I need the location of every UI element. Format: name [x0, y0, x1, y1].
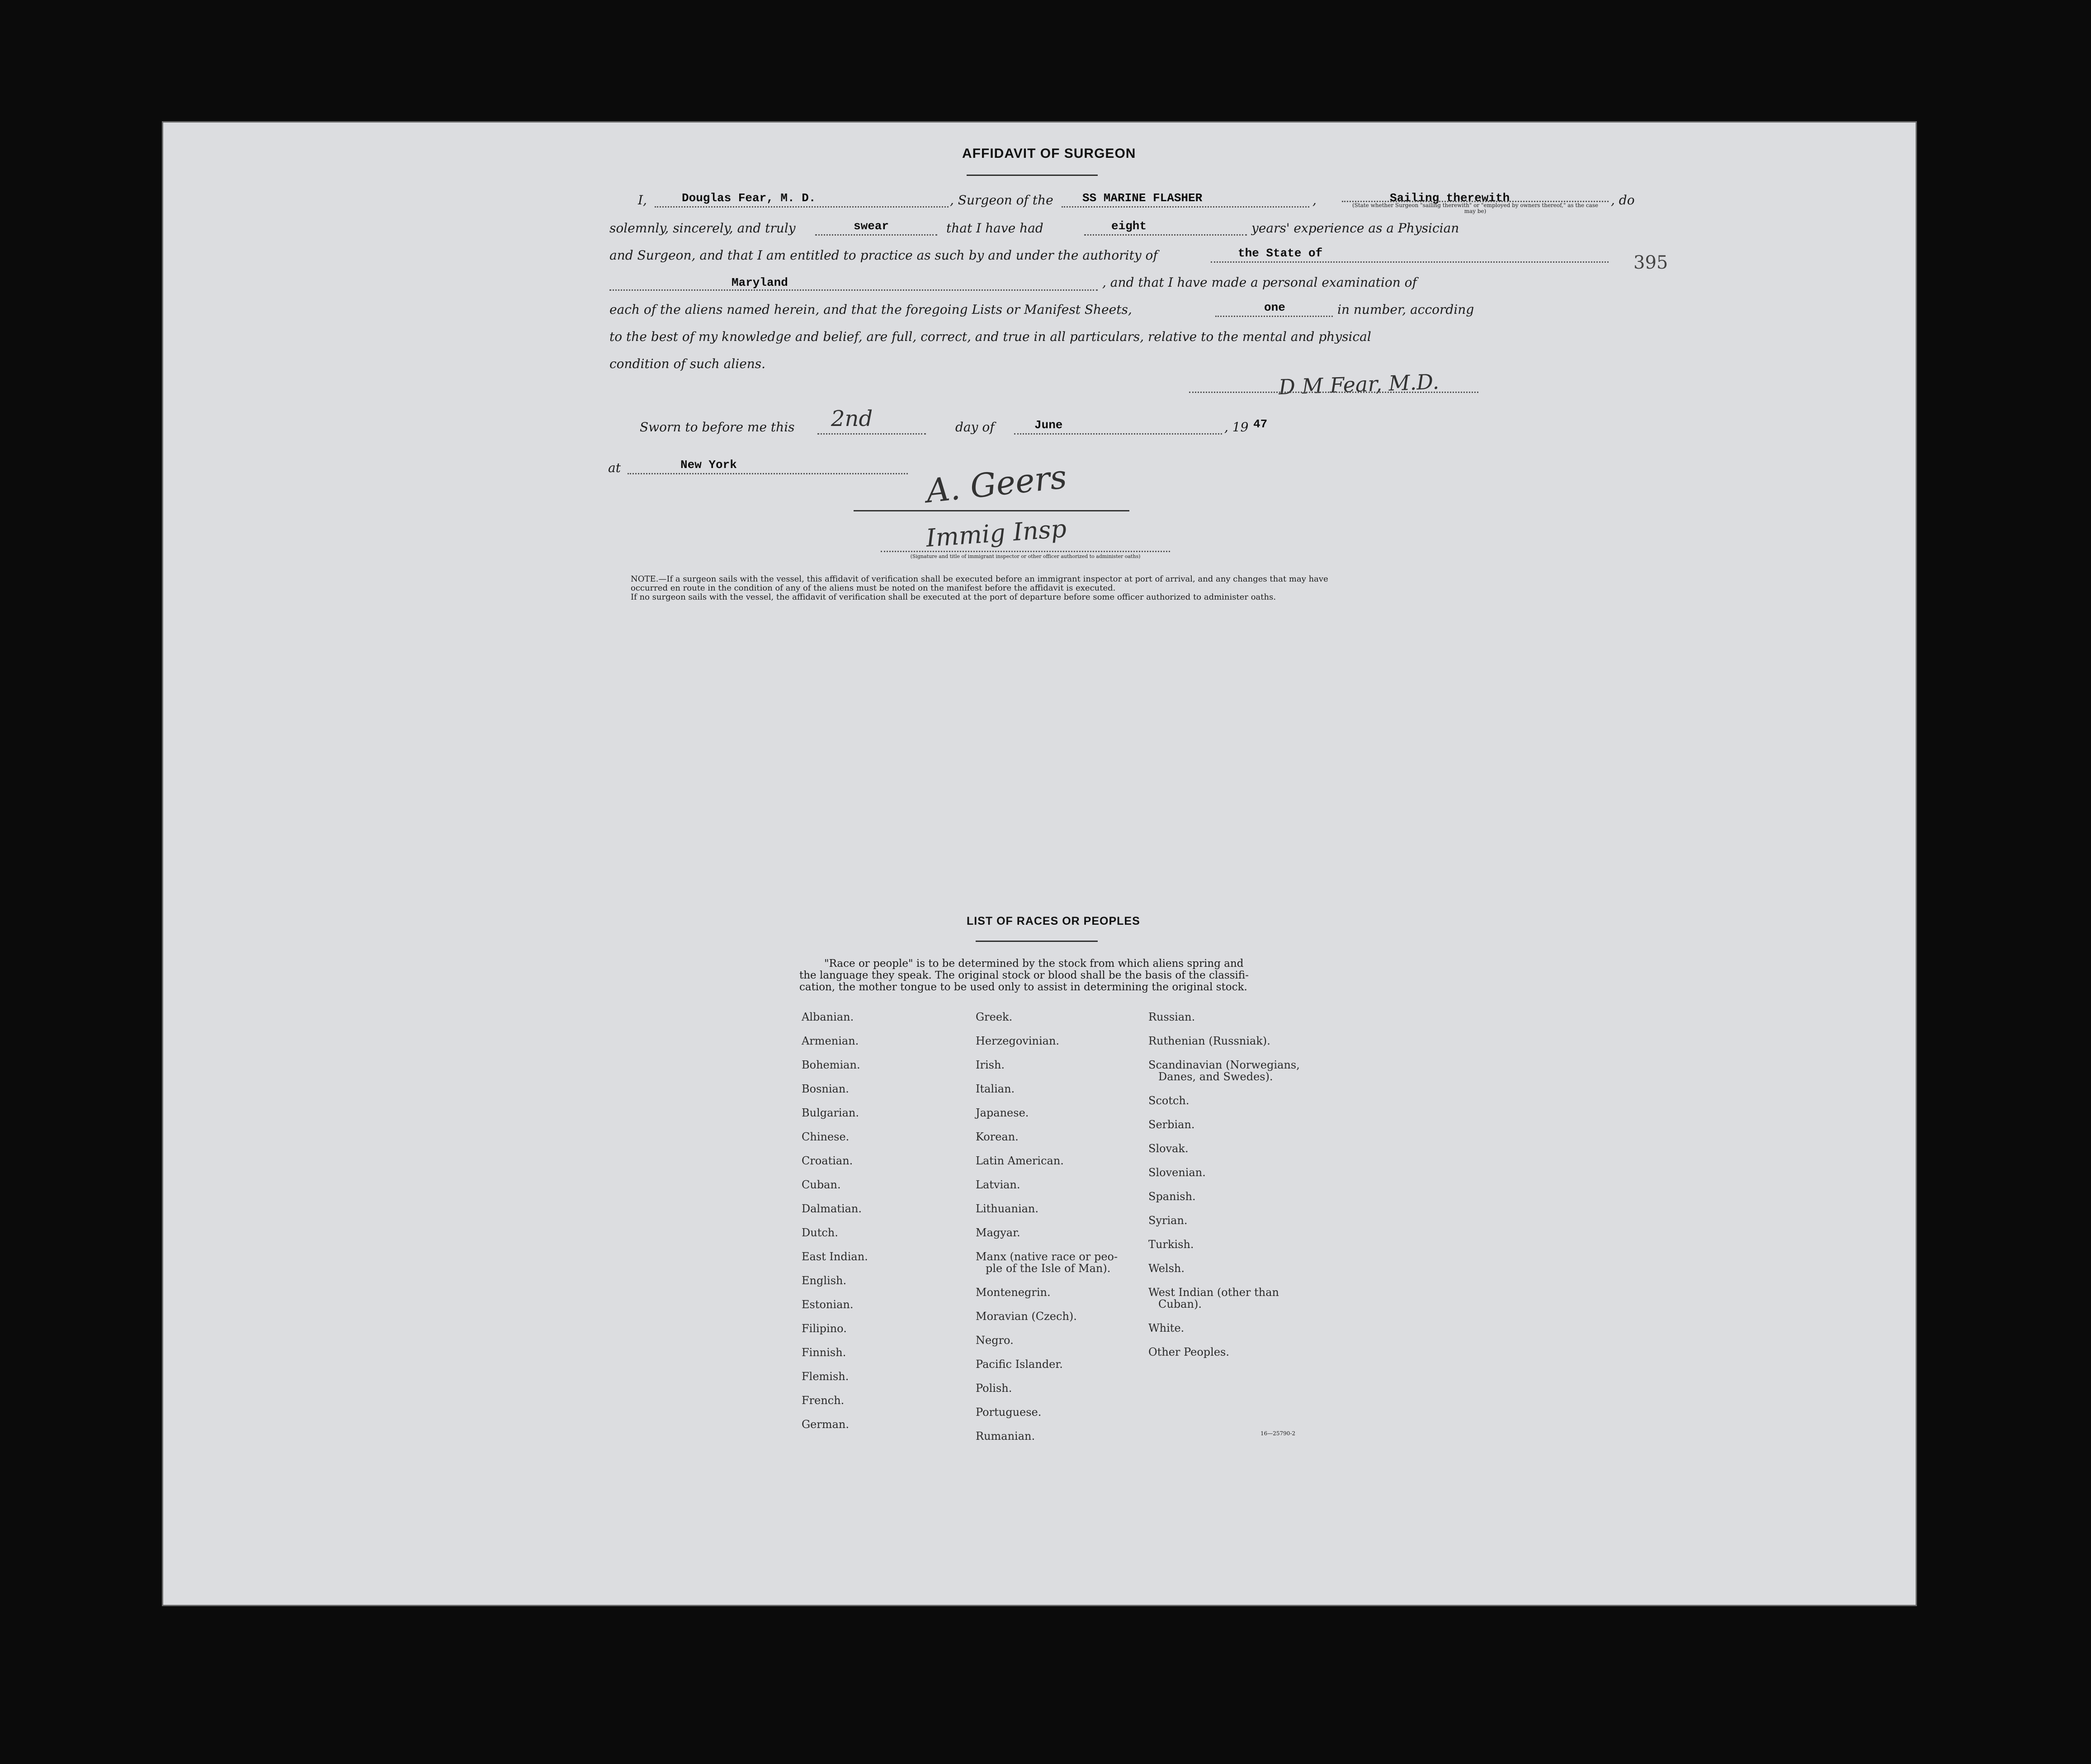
race-entry-line: German. [802, 1418, 849, 1431]
examination-text: , and that I have made a personal examination of [1102, 275, 1417, 290]
do-text: , do [1611, 193, 1635, 208]
race-entry-line: Manx (native race or peo- [976, 1250, 1118, 1263]
race-entry [802, 1107, 868, 1119]
experience-text: years' experience as a Physician [1251, 221, 1459, 236]
race-entry-line: Filipino. [802, 1322, 847, 1335]
race-entry [802, 1419, 868, 1430]
race-entry-line: ple of the Isle of Man). [986, 1262, 1111, 1275]
races-intro [799, 958, 1249, 993]
authority-state: the State of [1238, 246, 1323, 260]
at-text: at [608, 460, 621, 475]
race-entry [976, 1430, 1118, 1442]
race-entry [1148, 1322, 1300, 1334]
intro-line: the language they speak. The original stock or blood shall be the basis of the classifi- [799, 969, 1249, 981]
race-entry-line: Herzegovinian. [976, 1035, 1060, 1047]
in-number-text: in number, according [1337, 302, 1474, 317]
race-entry [1148, 1346, 1300, 1358]
surgeon-signature-line [1189, 392, 1478, 393]
race-entry [1148, 1191, 1300, 1202]
race-entry [802, 1323, 868, 1334]
race-entry-line: Flemish. [802, 1370, 849, 1383]
race-entry-line: Bosnian. [802, 1083, 849, 1095]
officer-signature: A. Geers [924, 457, 1069, 511]
race-entry [802, 1227, 868, 1239]
sailing-note: (State whether Surgeon "sailing therewith" or "employed by owners thereof," as the case may be) [1352, 202, 1599, 214]
race-entry-line: Other Peoples. [1148, 1346, 1229, 1358]
race-entry-line: Greek. [976, 1011, 1013, 1023]
officer-title-line [881, 551, 1170, 552]
race-entry [802, 1347, 868, 1358]
title-rule [967, 175, 1098, 176]
races-column-3 [1148, 1011, 1300, 1370]
race-entry [976, 1251, 1118, 1274]
race-entry [1148, 1143, 1300, 1154]
day-of-text: day of [955, 420, 995, 435]
race-entry [976, 1011, 1118, 1023]
races-column-2 [976, 1011, 1118, 1454]
race-entry-line: Bulgarian. [802, 1107, 859, 1119]
officer-title: Immig Insp [925, 514, 1067, 553]
officer-signature-rule [854, 510, 1129, 511]
ship-name-line [1062, 206, 1309, 208]
race-entry-line: Cuban). [1158, 1298, 1202, 1310]
sworn-month-line [1014, 433, 1222, 435]
race-entry [802, 1275, 868, 1286]
race-entry [976, 1035, 1118, 1047]
sheet-count: one [1264, 301, 1285, 314]
race-entry-line: Cuban. [802, 1178, 841, 1191]
sworn-day: 2nd [831, 406, 873, 431]
sworn-month: June [1034, 418, 1063, 432]
year-suffix: 47 [1253, 417, 1268, 431]
race-entry [1148, 1167, 1300, 1178]
race-entry-line: Lithuanian. [976, 1202, 1039, 1215]
race-entry [802, 1371, 868, 1382]
race-entry-line: Danes, and Swedes). [1158, 1070, 1273, 1083]
that-text: that I have had [946, 221, 1043, 236]
race-entry-line: East Indian. [802, 1250, 868, 1263]
surgeon-name: Douglas Fear, M. D. [682, 191, 816, 205]
race-entry-line: Latvian. [976, 1178, 1020, 1191]
race-entry-line: Korean. [976, 1130, 1019, 1143]
race-entry [802, 1155, 868, 1167]
race-entry [1148, 1263, 1300, 1274]
race-entry [976, 1203, 1118, 1215]
race-entry-line: Dalmatian. [802, 1202, 862, 1215]
race-entry [976, 1382, 1118, 1394]
form-code: 16—25790-2 [1260, 1430, 1296, 1437]
race-entry-line: Negro. [976, 1334, 1014, 1347]
race-entry-line: Scotch. [1148, 1094, 1189, 1107]
race-entry-line: Magyar. [976, 1226, 1020, 1239]
race-entry-line: Japanese. [976, 1107, 1029, 1119]
race-entry-line: Italian. [976, 1083, 1015, 1095]
race-entry-line: Dutch. [802, 1226, 838, 1239]
race-entry-line: Bohemian. [802, 1059, 860, 1071]
race-entry-line: Welsh. [1148, 1262, 1185, 1275]
condition-text: condition of such aliens. [609, 356, 766, 371]
race-entry [802, 1179, 868, 1191]
race-entry-line: Portuguese. [976, 1406, 1042, 1419]
race-entry [802, 1011, 868, 1023]
race-entry [802, 1059, 868, 1071]
race-entry-line: Croatian. [802, 1154, 853, 1167]
races-column-1 [802, 1011, 868, 1442]
race-entry-line: Russian. [1148, 1011, 1195, 1023]
note-line-2: occurred en route in the condition of any of the aliens must be noted on the manifest before the affidavit is executed. [631, 583, 1116, 593]
note-line-3: If no surgeon sails with the vessel, the affidavit of verification shall be executed at the port of departure before some officer authorized to administer oaths. [631, 592, 1276, 602]
surgeon-signature: D M Fear, M.D. [1278, 369, 1440, 400]
race-entry [976, 1131, 1118, 1143]
surgeon-of-text: , Surgeon of the [950, 193, 1053, 208]
solemnly-text: solemnly, sincerely, and truly [609, 221, 796, 236]
race-entry [976, 1227, 1118, 1239]
race-entry [1148, 1011, 1300, 1023]
sheet-count-line [1215, 316, 1333, 317]
intro-line: cation, the mother tongue to be used only to assist in determining the original stock. [799, 981, 1247, 993]
race-entry [802, 1035, 868, 1047]
race-entry [802, 1203, 868, 1215]
race-entry [976, 1179, 1118, 1191]
race-entry-line: Estonian. [802, 1298, 854, 1311]
race-entry-line: Turkish. [1148, 1238, 1194, 1251]
race-entry [1148, 1119, 1300, 1130]
race-entry [802, 1131, 868, 1143]
race-entry-line: Scandinavian (Norwegians, [1148, 1059, 1300, 1071]
race-entry-line: Finnish. [802, 1346, 846, 1359]
race-entry [1148, 1059, 1300, 1083]
race-entry [976, 1107, 1118, 1119]
race-entry-line: Polish. [976, 1382, 1012, 1395]
sworn-text: Sworn to before me this [640, 420, 795, 435]
race-entry [976, 1310, 1118, 1322]
races-title: LIST OF RACES OR PEOPLES [967, 915, 1140, 927]
race-entry [1148, 1239, 1300, 1250]
race-entry-line: Albanian. [802, 1011, 854, 1023]
race-entry-line: West Indian (other than [1148, 1286, 1279, 1299]
race-entry-line: Latin American. [976, 1154, 1064, 1167]
note-line-1: NOTE.—If a surgeon sails with the vessel, this affidavit of verification shall be executed before an immigrant inspector at port of arrival, and any changes that may have [631, 574, 1328, 584]
race-entry-line: Montenegrin. [976, 1286, 1051, 1299]
comma: , [1312, 193, 1317, 208]
race-entry [802, 1395, 868, 1406]
year-prefix: , 19 [1224, 420, 1249, 435]
race-entry-line: Slovenian. [1148, 1166, 1206, 1179]
authority-line [1211, 261, 1609, 263]
surgeon-name-line [655, 206, 949, 208]
race-entry [976, 1406, 1118, 1418]
document-page [162, 121, 1917, 1606]
race-entry-line: Syrian. [1148, 1214, 1188, 1227]
sworn-day-line [817, 433, 926, 435]
race-entry [1148, 1286, 1300, 1310]
aliens-text: each of the aliens named herein, and that the foregoing Lists or Manifest Sheets, [609, 302, 1132, 317]
race-entry-line: Ruthenian (Russniak). [1148, 1035, 1270, 1047]
race-entry-line: Serbian. [1148, 1118, 1195, 1131]
authority-state-name: Maryland [732, 276, 788, 289]
race-entry-line: Chinese. [802, 1130, 850, 1143]
swear-line [815, 234, 937, 236]
authority-text: and Surgeon, and that I am entitled to practice as such by and under the authority of [609, 248, 1158, 263]
race-entry-line: French. [802, 1394, 845, 1407]
race-entry [976, 1286, 1118, 1298]
race-entry [976, 1059, 1118, 1071]
state-name-line [609, 289, 1098, 291]
race-entry-line: Rumanian. [976, 1430, 1035, 1442]
race-entry [976, 1155, 1118, 1167]
race-entry [1148, 1035, 1300, 1047]
race-entry-line: English. [802, 1274, 847, 1287]
race-entry [976, 1334, 1118, 1346]
races-title-rule [976, 941, 1098, 942]
sworn-place: New York [680, 458, 737, 472]
race-entry [976, 1358, 1118, 1370]
race-entry-line: Pacific Islander. [976, 1358, 1063, 1371]
race-entry-line: Moravian (Czech). [976, 1310, 1077, 1323]
race-entry [802, 1299, 868, 1310]
race-entry-line: Armenian. [802, 1035, 859, 1047]
belief-text: to the best of my knowledge and belief, are full, correct, and true in all particulars, relative to the mental and physical [609, 329, 1371, 344]
ship-name: SS MARINE FLASHER [1082, 191, 1203, 205]
race-entry [1148, 1095, 1300, 1107]
race-entry [1148, 1215, 1300, 1226]
race-entry-line: Irish. [976, 1059, 1005, 1071]
race-entry [976, 1083, 1118, 1095]
signature-caption: (Signature and title of immigrant inspector or other officer authorized to administer oaths) [910, 553, 1141, 559]
sailing-status: Sailing therewith [1390, 191, 1510, 205]
affiant-intro: I, [638, 193, 647, 208]
race-entry-line: Spanish. [1148, 1190, 1196, 1203]
race-entry [802, 1251, 868, 1263]
affidavit-title: AFFIDAVIT OF SURGEON [962, 146, 1136, 161]
sworn-place-line [628, 473, 908, 474]
swear-word: swear [854, 219, 889, 233]
race-entry [802, 1083, 868, 1095]
race-entry-line: White. [1148, 1322, 1185, 1334]
years-line [1084, 234, 1247, 236]
race-entry-line: Slovak. [1148, 1142, 1189, 1155]
intro-line: "Race or people" is to be determined by the stock from which aliens spring and [824, 958, 1244, 969]
years-experience: eight [1111, 219, 1147, 233]
page-number: 395 [1633, 252, 1668, 273]
